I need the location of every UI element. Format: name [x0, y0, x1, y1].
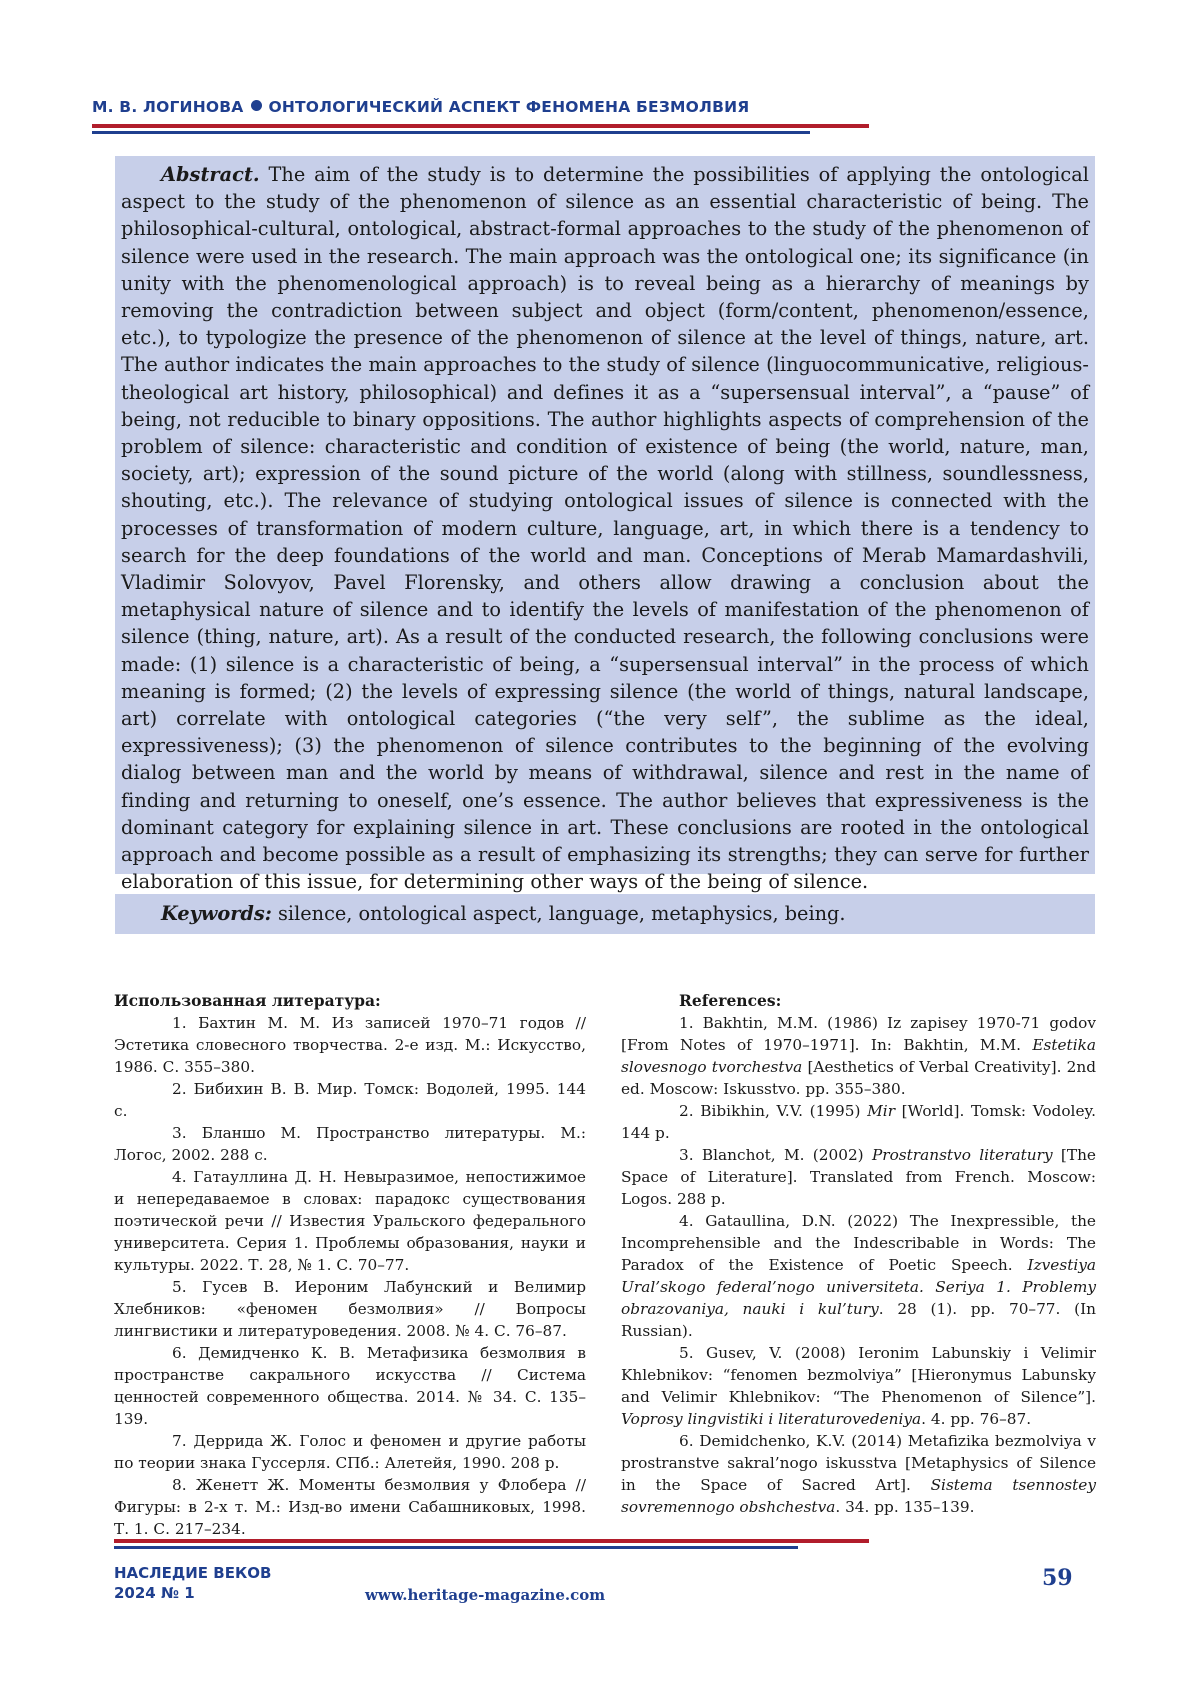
reference-ru-item: 3. Бланшо М. Пространство литературы. М.: Логос, 2002. 288 с.	[114, 1124, 586, 1164]
reference-source: Estetika slovesnogo tvorchestva	[621, 1036, 1096, 1076]
header-rule-red	[92, 124, 869, 128]
reference-en-item	[621, 1012, 1096, 1100]
references-ru-title: Использованная литература:	[114, 991, 381, 1010]
reference-text: . 34. pp. 135–139.	[835, 1498, 975, 1516]
reference-text: . 28 (1). pp. 70–77. (In Russian).	[621, 1300, 1096, 1340]
keywords-box	[115, 894, 1095, 934]
abstract-box	[115, 156, 1095, 894]
reference-ru-item: 7. Деррида Ж. Голос и феномен и другие работы по теории знака Гуссерля. СПб.: Алетейя, 1990. 208 р.	[114, 1432, 586, 1472]
reference-en-item	[621, 1430, 1096, 1518]
abstract-paragraph	[121, 161, 1089, 895]
journal-url[interactable]: www.heritage-magazine.com	[365, 1586, 606, 1604]
bullet-icon	[251, 100, 262, 111]
running-head	[92, 98, 749, 116]
reference-source: Prostranstvo literatury	[871, 1146, 1053, 1164]
reference-en-item	[621, 1342, 1096, 1430]
reference-text: 6. Demidchenko, K.V. (2014) Metafizika bezmolviya v prostranstve sakral’nogo iskusstva [Metaphysics of Silence in the Space of Sacred Art].	[621, 1432, 1096, 1494]
reference-en-item	[621, 1100, 1096, 1144]
journal-title: НАСЛЕДИЕ ВЕКОВ	[114, 1564, 272, 1582]
reference-text: 3. Blanchot, M. (2002)	[679, 1146, 872, 1164]
header-author: М. В. ЛОГИНОВА	[92, 98, 244, 116]
references-en-title: References:	[679, 991, 782, 1010]
reference-ru-item: 2. Бибихин В. В. Мир. Томск: Водолей, 1995. 144 с.	[114, 1080, 586, 1120]
reference-text: 5. Gusev, V. (2008) Ieronim Labunskiy i Velimir Khlebnikov: “fenomen bezmolviya” [Hieronymus Labunsky and Velimir Khlebnikov: “The Phenomenon of Silence”].	[621, 1344, 1096, 1406]
header-title: ОНТОЛОГИЧЕСКИЙ АСПЕКТ ФЕНОМЕНА БЕЗМОЛВИЯ	[268, 98, 750, 116]
reference-ru-item: 1. Бахтин М. М. Из записей 1970–71 годов // Эстетика словесного творчества. 2-е изд. М.: Искусство, 1986. С. 355–380.	[114, 1014, 586, 1076]
references-ru	[114, 990, 586, 1540]
journal-issue: 2024 № 1	[114, 1584, 195, 1602]
reference-source: Sistema tsennostey sovremennogo obshchestva	[621, 1476, 1096, 1516]
abstract-text: The aim of the study is to determine the possibilities of applying the ontological aspect to the study of the phenomenon of silence as an essential characteristic of being. The philosophical-cultural, ontological, abstract-formal approaches to the study of the phenomenon of silence were used in the research. The main approach was the ontological one; its significance (in unity with the phenomenological approach) is to reveal being as a hierarchy of meanings by removing the contradiction between subject and object (form/content, phenomenon/essence, etc.), to typologize the presence of the phenomenon of silence at the level of things, nature, art. The author indicates the main approaches to the study of silence (linguocommunicative, religious-theological art history, philosophical) and defines it as a “supersensual interval”, a “pause” of being, not reducible to binary oppositions. The author highlights aspects of comprehension of the problem of silence: characteristic and condition of existence of being (the world, nature, man, society, art); expression of the sound picture of the world (along with stillness, soundlessness, shouting, etc.). The relevance of studying ontological issues of silence is connected with the processes of transformation of modern culture, language, art, in which there is a tendency to search for the deep foundations of the world and man. Conceptions of Merab Mamardashvili, Vladimir Solovyov, Pavel Florensky, and others allow drawing a conclusion about the metaphysical nature of silence and to identify the levels of manifestation of the phenomenon of silence (thing, nature, art). As a result of the conducted research, the following conclusions were made: (1) silence is a characteristic of being, a “supersensual interval” in the process of which meaning is formed; (2) the levels of expressing silence (the world of things, natural landscape, art) correlate with ontological categories (“the very self”, the sublime as the ideal, expressiveness); (3) the phenomenon of silence contributes to the beginning of the evolving dialog between man and the world by means of withdrawal, silence and rest in the name of finding and returning to oneself, one’s essence. The author believes that expressiveness is the dominant category for explaining silence in art. These conclusions are rooted in the ontological approach and become possible as a result of emphasizing its strengths; they can serve for further elaboration of this issue, for determining other ways of the being of silence.	[121, 163, 1089, 894]
page-number: 59	[1042, 1565, 1073, 1591]
journal-name	[114, 1563, 271, 1603]
abstract-label: Abstract.	[161, 163, 260, 186]
reference-source: Mir	[867, 1102, 896, 1120]
reference-en-item	[621, 1210, 1096, 1342]
reference-text: [Aesthetics of Verbal Creativity]. 2nd ed. Moscow: Iskusstvo. pp. 355–380.	[621, 1058, 1096, 1098]
reference-text: . 4. pp. 76–87.	[921, 1410, 1032, 1428]
reference-ru-item: 5. Гусев В. Иероним Лабунский и Велимир Хлебников: «феномен безмолвия» // Вопросы лингвистики и литературоведения. 2008. № 4. С. 76–87.	[114, 1278, 586, 1340]
reference-ru-item: 6. Демидченко К. В. Метафизика безмолвия в пространстве сакрального искусства // Система ценностей современного общества. 2014. № 34. С. 135–139.	[114, 1344, 586, 1428]
reference-ru-item: 4. Гатауллина Д. Н. Невыразимое, непостижимое и непередаваемое в словах: парадокс существования поэтической речи // Известия Уральского федерального университета. Серия 1. Проблемы образования, науки и культуры. 2022. Т. 28, № 1. С. 70–77.	[114, 1168, 586, 1274]
reference-text: [World]. Tomsk: Vodoley. 144 p.	[621, 1102, 1096, 1142]
footer-rule-blue	[114, 1546, 798, 1549]
reference-source: Izvestiya Ural’skogo federal’nogo universiteta. Seriya 1. Problemy obrazovaniya, nauki i kul’tury	[621, 1256, 1096, 1318]
header-rule-blue	[92, 131, 810, 134]
keywords-text: silence, ontological aspect, language, metaphysics, being.	[271, 902, 846, 925]
reference-ru-item: 8. Женетт Ж. Моменты безмолвия у Флобера // Фигуры: в 2-х т. М.: Изд-во имени Сабашниковых, 1998. Т. 1. С. 217–234.	[114, 1476, 586, 1538]
reference-text: 2. Bibikhin, V.V. (1995)	[679, 1102, 868, 1120]
reference-text: 4. Gataullina, D.N. (2022) The Inexpressible, the Incomprehensible and the Indescribable in Words: The Paradox of the Existence of Poetic Speech.	[621, 1212, 1096, 1274]
references-en	[621, 990, 1096, 1518]
keywords-label: Keywords:	[161, 902, 272, 925]
reference-text: 1. Bakhtin, M.M. (1986) Iz zapisey 1970-71 godov [From Notes of 1970–1971]. In: Bakhtin, M.M.	[621, 1014, 1096, 1054]
reference-en-item	[621, 1144, 1096, 1210]
reference-text: [The Space of Literature]. Translated from French. Moscow: Logos. 288 p.	[621, 1146, 1096, 1208]
keywords-paragraph	[121, 901, 1089, 927]
footer-rule-red	[114, 1539, 869, 1543]
reference-source: Voprosy lingvistiki i literaturovedeniya	[621, 1410, 922, 1428]
